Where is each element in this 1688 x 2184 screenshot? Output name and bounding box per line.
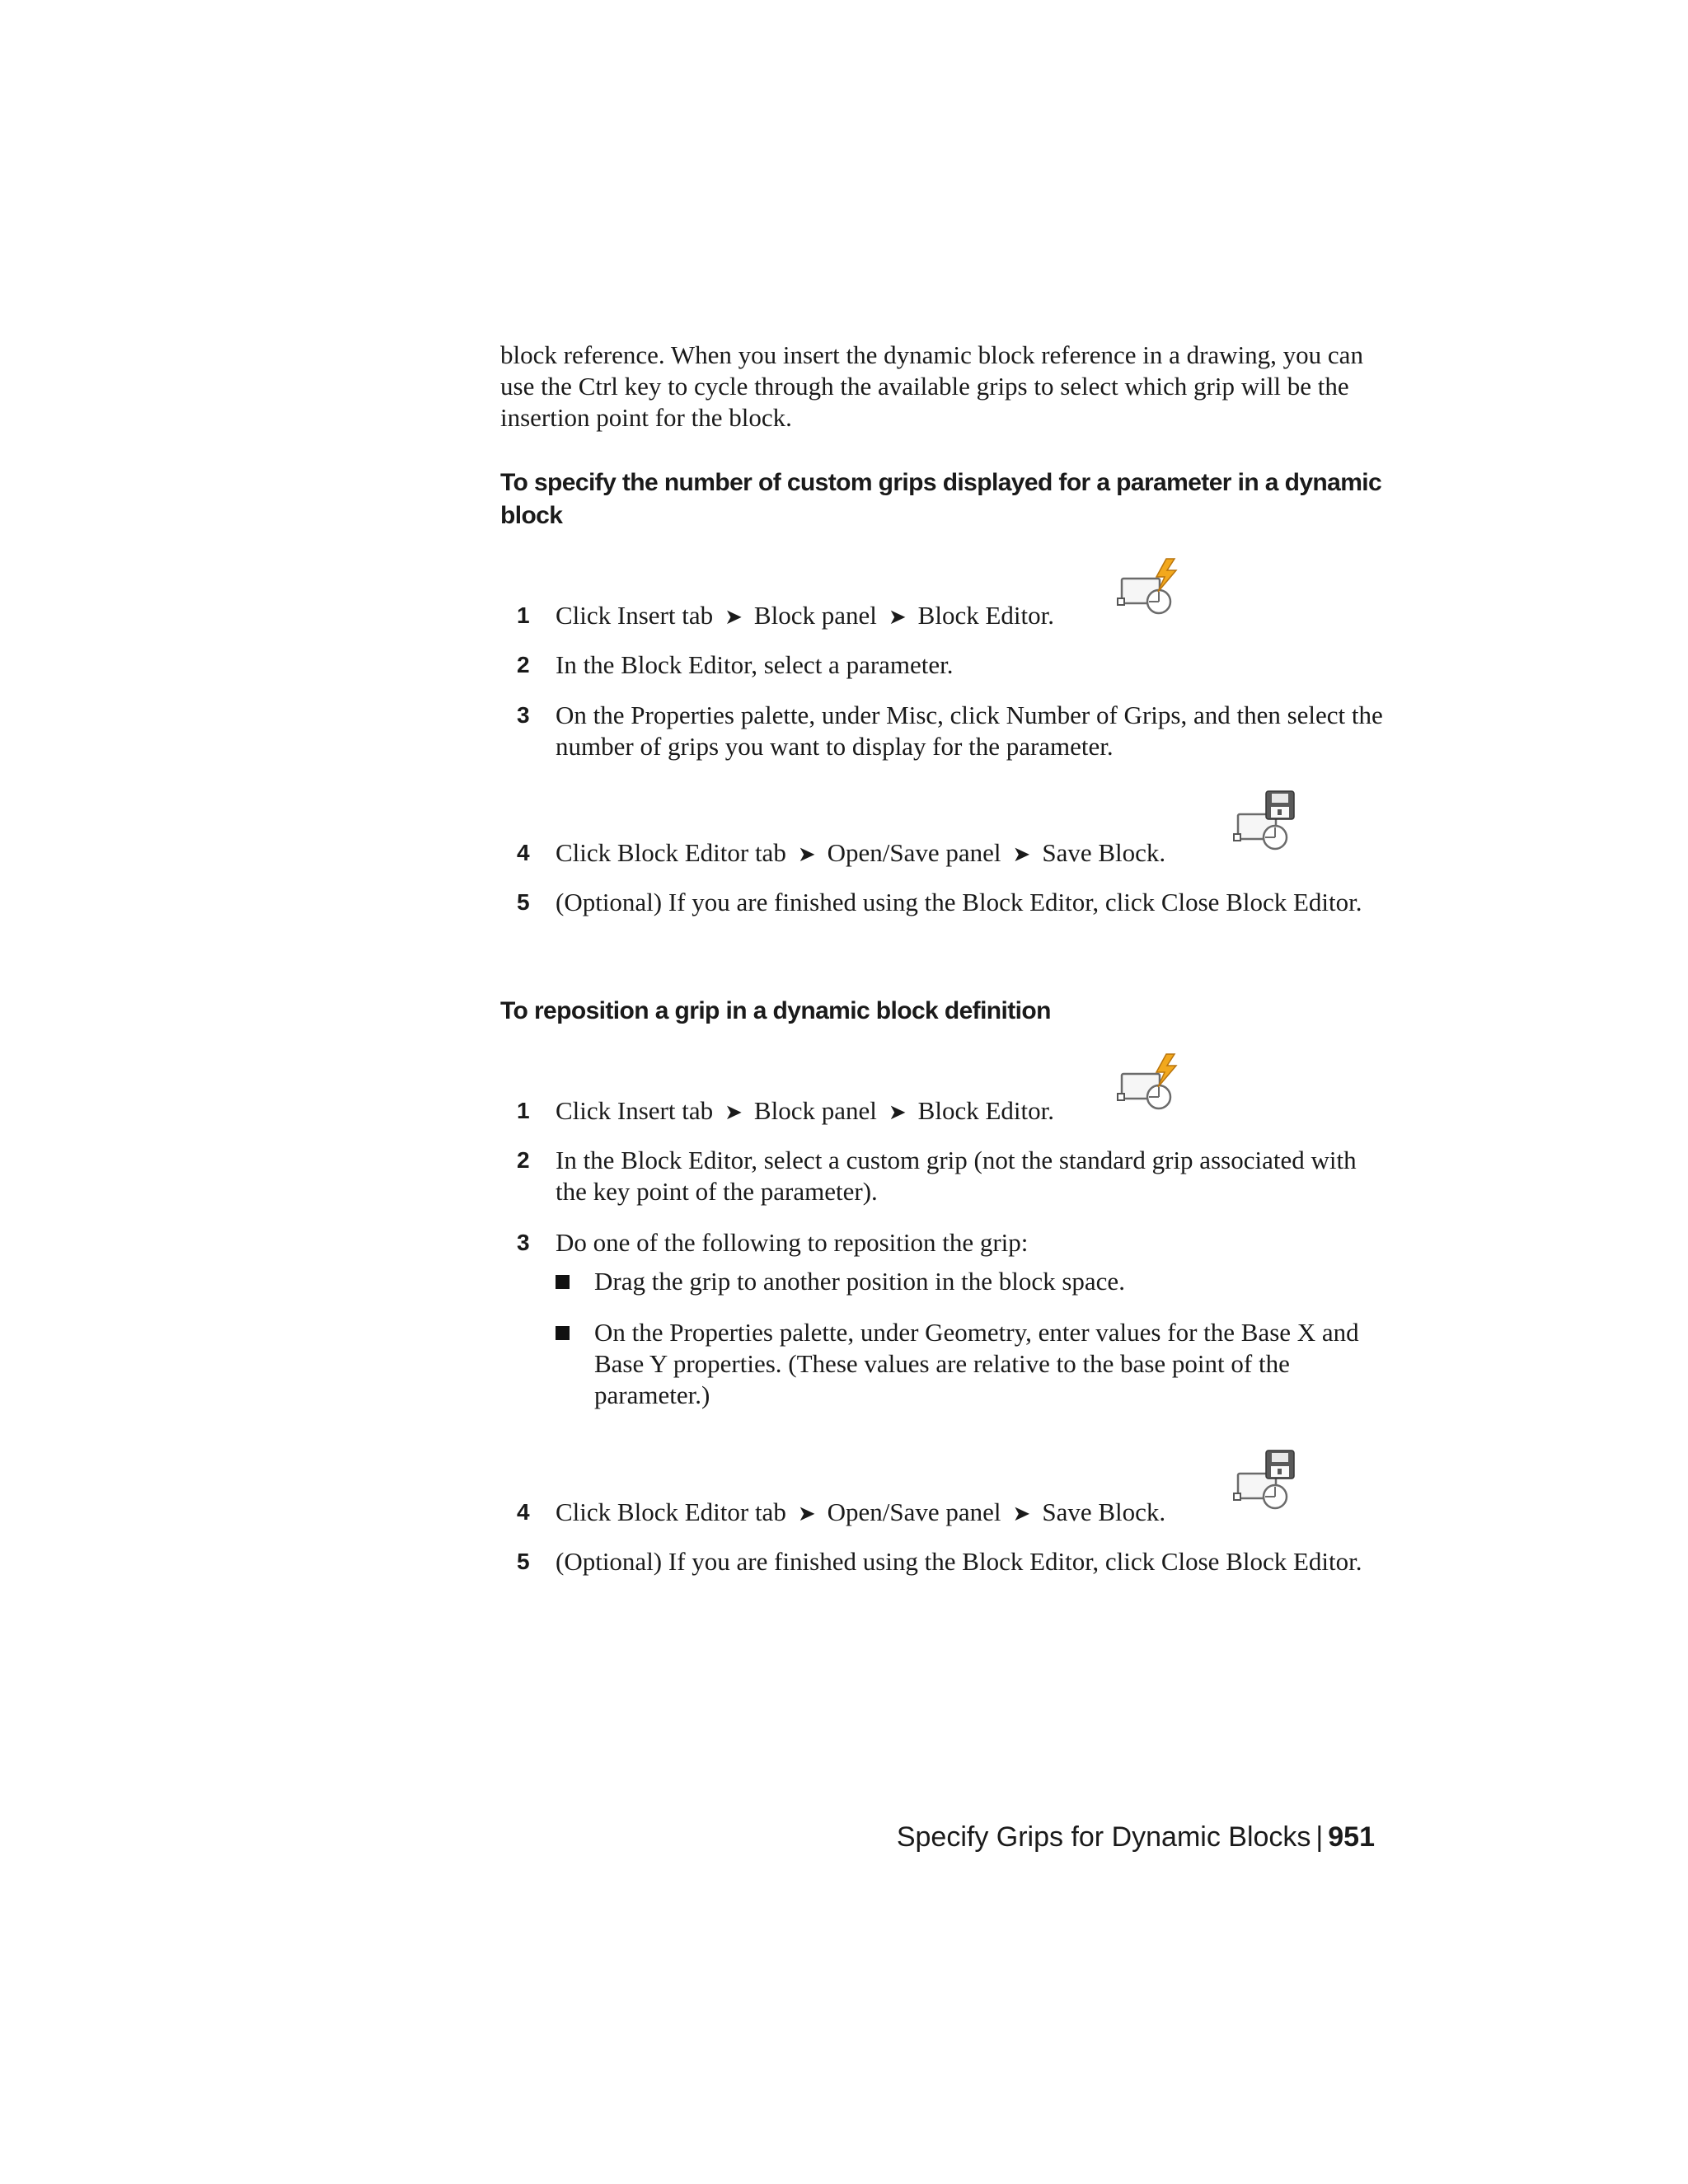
bullet-square-icon [556,1326,570,1340]
step-number: 5 [517,889,530,915]
arrow-right-icon: ➤ [1012,842,1031,866]
bullet-square-icon [556,1275,570,1289]
step-text: In the Block Editor, select a parameter. [556,650,954,679]
page-number: 951 [1328,1821,1375,1853]
step-number: 3 [517,702,530,728]
step-text: In the Block Editor, select a custom grip (not the standard grip associated with the key point of the parameter). [556,1146,1357,1206]
intro-paragraph: block reference. When you insert the dynamic block reference in a drawing, you can use the Ctrl key to cycle through the available grips to select which grip will be the insertion point for the block. [500,340,1363,432]
menu-path-insert-tab: Click Insert tab [556,601,714,630]
bullet-text: Drag the grip to another position in the block space. [594,1267,1125,1296]
menu-path-block-panel: Block panel [753,1096,877,1125]
menu-path-open-save-panel: Open/Save panel [827,838,1001,867]
page-footer [824,1819,1375,1855]
section-2-heading: To reposition a grip in a dynamic block definition [500,997,1051,1024]
arrow-right-icon: ➤ [724,1100,743,1124]
menu-path-block-editor-tab: Click Block Editor tab [556,1497,786,1526]
step-text: On the Properties palette, under Misc, click Number of Grips, and then select the number of grips you want to display for the parameter. [556,701,1383,761]
step-number: 1 [517,602,530,628]
menu-path-block-editor-tab: Click Block Editor tab [556,838,786,867]
save-block-icon [1231,790,1301,859]
step-number: 5 [517,1549,530,1574]
menu-path-save-block: Save Block. [1042,838,1166,867]
footer-separator: | [1315,1821,1324,1853]
block-editor-icon [1115,1052,1184,1122]
step-number: 3 [517,1230,530,1255]
bullet-text: On the Properties palette, under Geometry, enter values for the Base X and Base Y properties. (These values are relative to the base point of the parameter.) [594,1318,1359,1409]
menu-path-block-editor: Block Editor. [917,1096,1054,1125]
arrow-right-icon: ➤ [888,605,907,629]
save-block-icon [1231,1449,1301,1518]
step-number: 4 [517,840,530,865]
arrow-right-icon: ➤ [1012,1502,1031,1526]
block-editor-icon [1115,557,1184,626]
step-number: 2 [517,1147,530,1173]
footer-title: Specify Grips for Dynamic Blocks [896,1821,1311,1853]
step-text: (Optional) If you are finished using the Block Editor, click Close Block Editor. [556,1547,1362,1576]
arrow-right-icon: ➤ [797,842,816,866]
step-text: Do one of the following to reposition the grip: [556,1228,1029,1257]
menu-path-save-block: Save Block. [1042,1497,1166,1526]
step-text: (Optional) If you are finished using the Block Editor, click Close Block Editor. [556,888,1362,916]
menu-path-block-editor: Block Editor. [917,601,1054,630]
menu-path-open-save-panel: Open/Save panel [827,1497,1001,1526]
step-number: 1 [517,1098,530,1123]
arrow-right-icon: ➤ [724,605,743,629]
step-number: 2 [517,652,530,677]
section-1-heading: To specify the number of custom grips displayed for a parameter in a dynamic block [500,469,1382,529]
menu-path-block-panel: Block panel [753,601,877,630]
step-number: 4 [517,1499,530,1525]
arrow-right-icon: ➤ [797,1502,816,1526]
menu-path-insert-tab: Click Insert tab [556,1096,714,1125]
arrow-right-icon: ➤ [888,1100,907,1124]
